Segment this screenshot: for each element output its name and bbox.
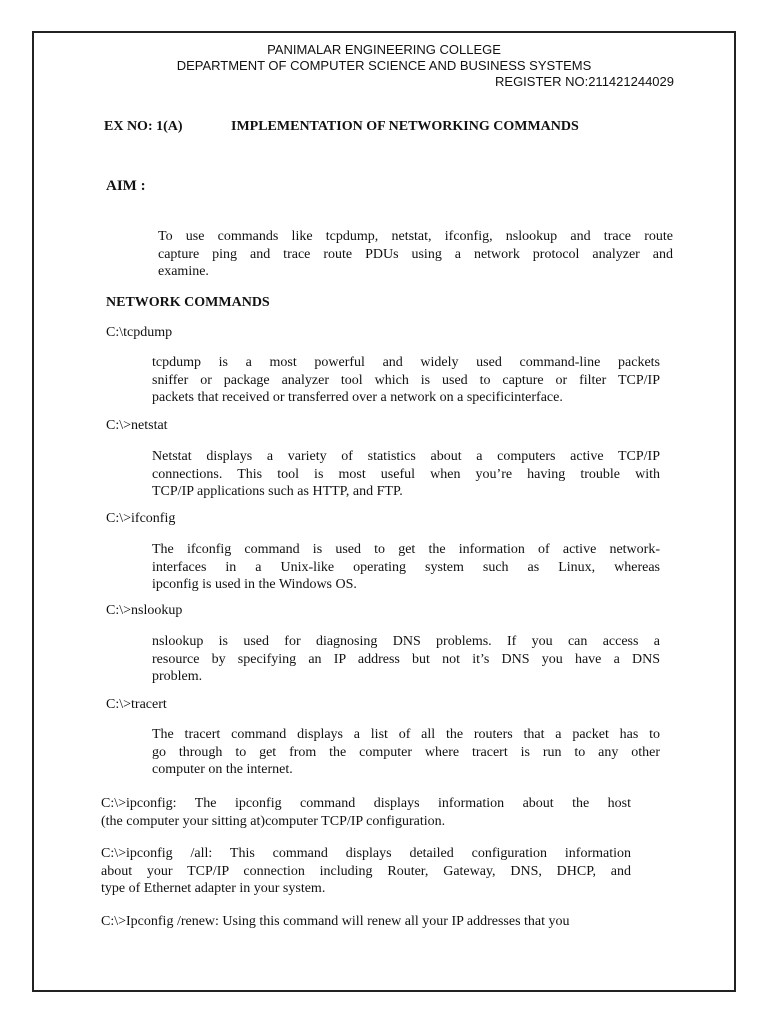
register-number: REGISTER NO:211421244029 xyxy=(495,74,674,89)
command-description-tracert xyxy=(152,726,660,779)
aim-line: examine. xyxy=(158,264,209,279)
description-line: interfaces in a Unix-like operating system such as Linux, whereas xyxy=(152,559,660,575)
description-line: connections. This tool is most useful when you’re having trouble with xyxy=(152,466,660,482)
ipconfig-renew-paragraph xyxy=(101,913,674,931)
description-line: tcpdump is a most powerful and widely used command-line packets xyxy=(152,355,660,370)
college-name: PANIMALAR ENGINEERING COLLEGE xyxy=(267,42,501,57)
command-description-tcpdump xyxy=(152,354,660,407)
description-line: TCP/IP applications such as HTTP, and FTP. xyxy=(152,484,403,499)
command-name-nslookup: C:\>nslookup xyxy=(106,603,183,618)
command-name-tcpdump: C:\tcpdump xyxy=(106,325,173,340)
command-description-ifconfig xyxy=(152,541,660,594)
description-line: resource by specifying an IP address but not it’s DNS you have a DNS xyxy=(152,651,660,667)
description-line: sniffer or package analyzer tool which is used to capture or filter TCP/IP xyxy=(152,372,660,388)
aim-line: To use commands like tcpdump, netstat, ifconfig, nslookup and trace route xyxy=(158,229,673,244)
command-name-tracert: C:\>tracert xyxy=(106,697,167,712)
exercise-title: IMPLEMENTATION OF NETWORKING COMMANDS xyxy=(231,119,579,134)
description-line: go through to get from the computer where tracert is run to any other xyxy=(152,744,660,760)
command-description-nslookup xyxy=(152,633,660,686)
description-line: nslookup is used for diagnosing DNS problems. If you can access a xyxy=(152,634,660,649)
aim-paragraph xyxy=(158,228,673,281)
description-line: problem. xyxy=(152,669,203,684)
network-commands-heading: NETWORK COMMANDS xyxy=(106,295,270,310)
paragraph-line: about your TCP/IP connection including Router, Gateway, DNS, DHCP, and xyxy=(101,863,631,879)
exercise-number: EX NO: 1(A) xyxy=(104,119,183,134)
paragraph-line: C:\>ipconfig: The ipconfig command displays information about the host xyxy=(101,796,631,811)
aim-heading: AIM : xyxy=(106,178,146,194)
command-name-netstat: C:\>netstat xyxy=(106,418,168,433)
command-name-ifconfig: C:\>ifconfig xyxy=(106,511,176,526)
paragraph-line: type of Ethernet adapter in your system. xyxy=(101,881,326,896)
ipconfig-all-paragraph xyxy=(101,845,631,898)
description-line: ipconfig is used in the Windows OS. xyxy=(152,577,357,592)
paragraph-line: (the computer your sitting at)computer TCP/IP configuration. xyxy=(101,813,446,829)
description-line: computer on the internet. xyxy=(152,762,293,777)
description-line: Netstat displays a variety of statistics about a computers active TCP/IP xyxy=(152,449,660,464)
command-description-netstat xyxy=(152,448,660,501)
description-line: The ifconfig command is used to get the information of active network- xyxy=(152,542,660,557)
description-line: packets that received or transferred over a network on a specificinterface. xyxy=(152,390,563,405)
ipconfig-paragraph xyxy=(101,795,631,830)
paragraph-line: C:\>Ipconfig /renew: Using this command will renew all your IP addresses that you xyxy=(101,914,570,929)
description-line: The tracert command displays a list of all the routers that a packet has to xyxy=(152,727,660,742)
department-name: DEPARTMENT OF COMPUTER SCIENCE AND BUSINESS SYSTEMS xyxy=(176,58,592,73)
paragraph-line: C:\>ipconfig /all: This command displays detailed configuration information xyxy=(101,846,631,861)
aim-line: capture ping and trace route PDUs using a network protocol analyzer and xyxy=(158,246,673,262)
